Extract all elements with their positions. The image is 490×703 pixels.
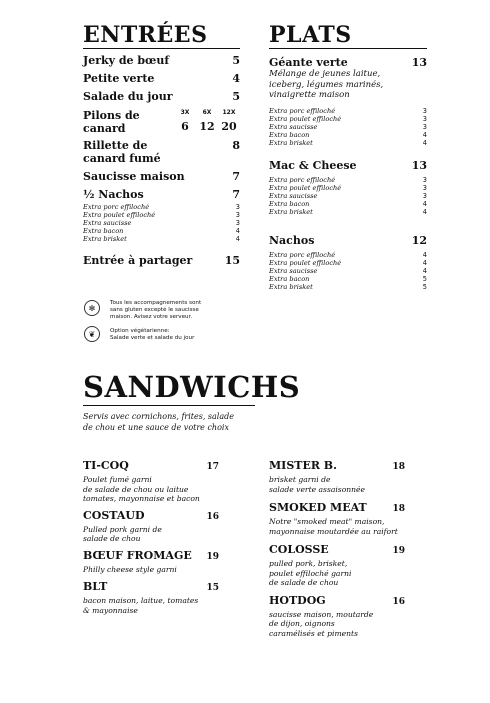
plats-geante-extras-1-label-text: Extra poulet effiloché (269, 114, 342, 123)
plats-nachos-name-text: Nachos (269, 233, 315, 247)
sandwichs-right-2-desc-2-text: de salade de chou (269, 578, 339, 587)
plats-nachos-extras-0-price-text: 4 (422, 250, 427, 259)
plats-mac-extras-2-price-text: 3 (422, 191, 427, 200)
sandwichs-right-3-price-text: 16 (392, 596, 405, 607)
plats-mac-extras-3-price-text: 4 (422, 199, 427, 208)
entrees-nachos-extras-0-price-text: 3 (235, 203, 240, 211)
entrees-partager-name-text: Entrée à partager (83, 254, 193, 267)
entree-partager (83, 254, 240, 267)
entrees-saucisse-name-text: Saucisse maison (83, 170, 185, 183)
leaf-icon: ❦ (84, 326, 100, 342)
entree-item (83, 72, 240, 85)
plats-mac-extras-4-price-text: 4 (422, 207, 427, 216)
sandwichs-left-1-price-text: 16 (206, 511, 219, 522)
mac-extras (269, 176, 427, 216)
entrees-items-0-name-text: Jerky de bœuf (83, 54, 170, 67)
plats-mac-extras-2-label-text: Extra saucisse (269, 191, 318, 200)
plat-nachos (269, 234, 427, 247)
plats-geante-extras-0-price-text: 3 (422, 106, 427, 115)
plats-mac-extras-1-price-text: 3 (422, 183, 427, 192)
geante-extras (269, 107, 427, 147)
sandwich-item (269, 459, 405, 494)
nachos-extras (83, 203, 240, 243)
entrees-partager-price-text: 15 (224, 254, 240, 267)
sandwichs-right-2-name-text: COLOSSE (269, 543, 329, 556)
plats-geante-price-text: 13 (411, 56, 427, 69)
entrees-note_gluten_line3-text: maison. Avisez votre serveur. (110, 314, 193, 320)
plats-mac-price-text: 13 (411, 158, 427, 172)
entrees-nachos-name-text: ½ Nachos (83, 188, 144, 201)
sandwichs-right-1-desc-1-text: mayonnaise moutardée au raifort (269, 526, 398, 536)
entrees-rillette-name_line1-text: Rillette de (83, 139, 148, 152)
sandwich-item (269, 594, 405, 639)
sandwichs-right-2-price-text: 19 (392, 546, 405, 556)
extra-row (269, 208, 427, 216)
plats-mac-extras-4-label-text: Extra brisket (269, 207, 313, 216)
sandwichs-right-1-price-text: 18 (392, 504, 405, 514)
plats-mac-extras-3-label-text: Extra bacon (269, 199, 310, 208)
plats-geante-extras-0-label-text: Extra porc effiloché (269, 106, 336, 115)
entrees-nachos-price-text: 7 (232, 188, 240, 201)
entrees-rillette-name_line2-text: canard fumé (83, 152, 161, 165)
pilons-size-grid (174, 109, 240, 135)
entrees-pilons-sizes-1-text: 6X (202, 109, 212, 116)
entrees-nachos-extras-2-price-text: 3 (235, 219, 240, 227)
plats-geante-extras-2-price-text: 3 (422, 122, 427, 131)
entrees-saucisse-price-text: 7 (232, 170, 240, 183)
sandwichs-right-0-price-text: 18 (392, 462, 405, 472)
entrees-pilons-sizes-0-text: 3X (180, 109, 190, 116)
plats-mac-extras-0-price-text: 3 (422, 175, 427, 184)
entree-nachos (83, 188, 240, 201)
entrees-items-0-price-text: 5 (232, 54, 240, 67)
sandwichs-left-1-desc-0-text: Pulled pork garni de (83, 524, 162, 534)
sandwichs-left-3-desc-1-text: & mayonnaise (83, 605, 138, 615)
sandwichs-left-3-name-text: BLT (83, 580, 108, 593)
sandwichs-left (83, 459, 219, 615)
plats-geante-extras-3-label-text: Extra bacon (269, 130, 310, 139)
sandwichs-right (269, 459, 405, 638)
sandwichs-left-0-desc-0-text: Poulet fumé garni (83, 475, 152, 484)
sandwichs-left-2-name-text: BŒUF FROMAGE (83, 548, 192, 562)
entrees-note_gluten_line1-text: Tous les accompagnements sont (110, 300, 202, 306)
sandwichs-left-0-desc-2-text: tomates, mayonnaise et bacon (83, 494, 200, 503)
extra-row (269, 275, 427, 283)
extra-row (269, 115, 427, 123)
plats-nachos-extras-4-price-text: 5 (422, 282, 427, 291)
entrees-note_veg_line2-text: Salade verte et salade du jour (110, 335, 195, 341)
sandwichs-right-0-desc-0-text: brisket garni de (269, 475, 331, 484)
extra-row (269, 283, 427, 291)
entrees-pilons-prices-2-text: 20 (221, 120, 237, 133)
extra-row (269, 192, 427, 200)
plats-geante-extras-4-price-text: 4 (422, 138, 427, 147)
sandwichs-right-2-desc-1-text: poulet effiloché garni (269, 568, 352, 578)
extra-row (83, 227, 240, 235)
sandwichs-title: SANDWICHS (83, 370, 301, 404)
gluten-free-icon: ✻ (84, 300, 100, 316)
extra-row (269, 251, 427, 259)
extra-row (269, 131, 427, 139)
entrees-nachos-extras-3-label-text: Extra bacon (83, 227, 124, 235)
entrees-title: ENTRÉES (83, 22, 208, 48)
sandwichs-subtitle (83, 412, 283, 433)
plat-mac (269, 159, 427, 172)
vegetarian-note (84, 326, 244, 342)
plats-nachos-extras-1-label-text: Extra poulet effiloché (269, 258, 342, 267)
sandwich-item (269, 543, 405, 588)
plats-geante-desc2-text: iceberg, légumes marinés, (269, 79, 384, 90)
entrees-note_veg_line1-text: Option végétarienne: (110, 328, 170, 334)
plats-nachos-extras-3-label-text: Extra bacon (269, 274, 310, 283)
plats-nachos-extras-2-label-text: Extra saucisse (269, 266, 318, 275)
extra-row (83, 203, 240, 211)
sandwich-item (83, 580, 219, 615)
entrees-nachos-extras-4-price-text: 4 (235, 235, 240, 243)
entrees-note_gluten_line2-text: sans gluten excepté le saucisse (110, 307, 199, 313)
plats-nachos-extras-3-price-text: 5 (422, 274, 427, 283)
entrees-pilons-prices-0-text: 6 (181, 120, 189, 133)
entree-rillette (83, 139, 240, 165)
plats-geante-desc3-text: vinaigrette maison (269, 90, 350, 100)
plats-nachos-price-text: 12 (411, 233, 427, 247)
sandwichs-rule (83, 405, 255, 406)
entrees-nachos-extras-1-price-text: 3 (235, 211, 240, 219)
sandwich-item (83, 459, 219, 504)
entrees-items-2-price-text: 5 (232, 90, 240, 103)
sandwichs-left-0-price-text: 17 (206, 462, 219, 472)
entrees-pilons-name_line1-text: Pilons de (83, 109, 140, 122)
entrees-nachos-extras-0-label-text: Extra porc effiloché (83, 203, 150, 211)
plats-rule (269, 48, 427, 49)
entrees-pilons-name_line2-text: canard (83, 122, 126, 135)
sandwichs-right-3-desc-1-text: de dijon, oignons (269, 619, 335, 628)
sandwich-item (269, 501, 405, 536)
sandwichs-right-3-desc-0-text: saucisse maison, moutarde (269, 609, 374, 619)
sandwichs-left-2-price-text: 19 (206, 551, 219, 562)
sandwichs-right-1-name-text: SMOKED MEAT (269, 501, 367, 514)
plats-geante-extras-2-label-text: Extra saucisse (269, 122, 318, 131)
plats-nachos-extras (269, 251, 427, 291)
entree-item (83, 54, 240, 67)
plats-mac-name-text: Mac & Cheese (269, 158, 357, 172)
sandwich-item (83, 509, 219, 544)
plats-mac-extras-1-label-text: Extra poulet effiloché (269, 183, 342, 192)
entrees-rule (83, 48, 240, 49)
entrees-nachos-extras-3-price-text: 4 (235, 227, 240, 235)
sandwichs-left-1-desc-1-text: salade de chou (83, 534, 141, 543)
plats-nachos-extras-2-price-text: 4 (422, 266, 427, 275)
sandwichs-right-1-desc-0-text: Notre "smoked meat" maison, (269, 517, 385, 526)
plats-geante-desc1-text: Mélange de jeunes laitue, (269, 69, 381, 79)
entrees-list (83, 54, 240, 267)
plats-geante-extras-3-price-text: 4 (422, 130, 427, 139)
extra-row (269, 184, 427, 192)
extra-row (269, 176, 427, 184)
extra-row (269, 123, 427, 131)
extra-row (83, 219, 240, 227)
sandwichs-left-0-desc-1-text: de salade de chou ou laitue (83, 484, 189, 494)
extra-row (269, 107, 427, 115)
entrees-nachos-extras-4-label-text: Extra brisket (83, 235, 127, 243)
sandwichs-left-0-name-text: TI-COQ (83, 459, 129, 472)
sandwichs-left-3-price-text: 15 (206, 583, 219, 593)
sandwichs-right-0-name-text: MISTER B. (269, 459, 337, 472)
entrees-nachos-extras-2-label-text: Extra saucisse (83, 219, 132, 227)
entrees-pilons-sizes-2-text: 12X (222, 109, 236, 116)
entrees-items-2-name-text: Salade du jour (83, 90, 173, 103)
sandwichs-right-3-name-text: HOTDOG (269, 593, 326, 607)
plats-nachos-extras-0-label-text: Extra porc effiloché (269, 250, 336, 259)
extra-row (269, 200, 427, 208)
entrees-items-1-price-text: 4 (232, 72, 240, 85)
plats-geante-extras-4-label-text: Extra brisket (269, 138, 313, 147)
entree-item (83, 90, 240, 103)
sandwichs-left-3-desc-0-text: bacon maison, laitue, tomates (83, 596, 199, 605)
entrees-items-1-name-text: Petite verte (83, 72, 155, 85)
plats-geante-extras-1-price-text: 3 (422, 114, 427, 123)
extra-row (269, 267, 427, 275)
plat-geante (269, 56, 427, 69)
sandwichs-subtitle2-text: de chou et une sauce de votre choix (83, 422, 229, 432)
plats-nachos-extras-4-label-text: Extra brisket (269, 282, 313, 291)
extra-row (83, 211, 240, 219)
plats-title: PLATS (269, 22, 352, 48)
entrees-pilons-prices-1-text: 12 (199, 120, 215, 133)
plats-list (269, 56, 427, 291)
sandwichs-left-2-desc-0-text: Philly cheese style garni (83, 564, 177, 574)
plats-mac-extras-0-label-text: Extra porc effiloché (269, 175, 336, 184)
entree-saucisse (83, 170, 240, 183)
extra-row (83, 235, 240, 243)
entrees-rillette-price-text: 8 (232, 139, 240, 152)
plats-geante-name-text: Géante verte (269, 56, 348, 69)
extra-row (269, 259, 427, 267)
sandwichs-left-1-name-text: COSTAUD (83, 508, 145, 522)
sandwich-item (83, 549, 219, 575)
plats-nachos-extras-1-price-text: 4 (422, 258, 427, 267)
entrees-nachos-extras-1-label-text: Extra poulet effiloché (83, 211, 156, 219)
sandwichs-right-0-desc-1-text: salade verte assaisonnée (269, 484, 366, 494)
sandwichs-right-3-desc-2-text: caramélisés et piments (269, 628, 358, 638)
sandwichs-right-2-desc-0-text: pulled pork, brisket, (269, 559, 348, 568)
gluten-note (84, 300, 244, 321)
entree-pilons (83, 109, 240, 135)
extra-row (269, 139, 427, 147)
sandwichs-subtitle1-text: Servis avec cornichons, frites, salade (83, 412, 234, 421)
